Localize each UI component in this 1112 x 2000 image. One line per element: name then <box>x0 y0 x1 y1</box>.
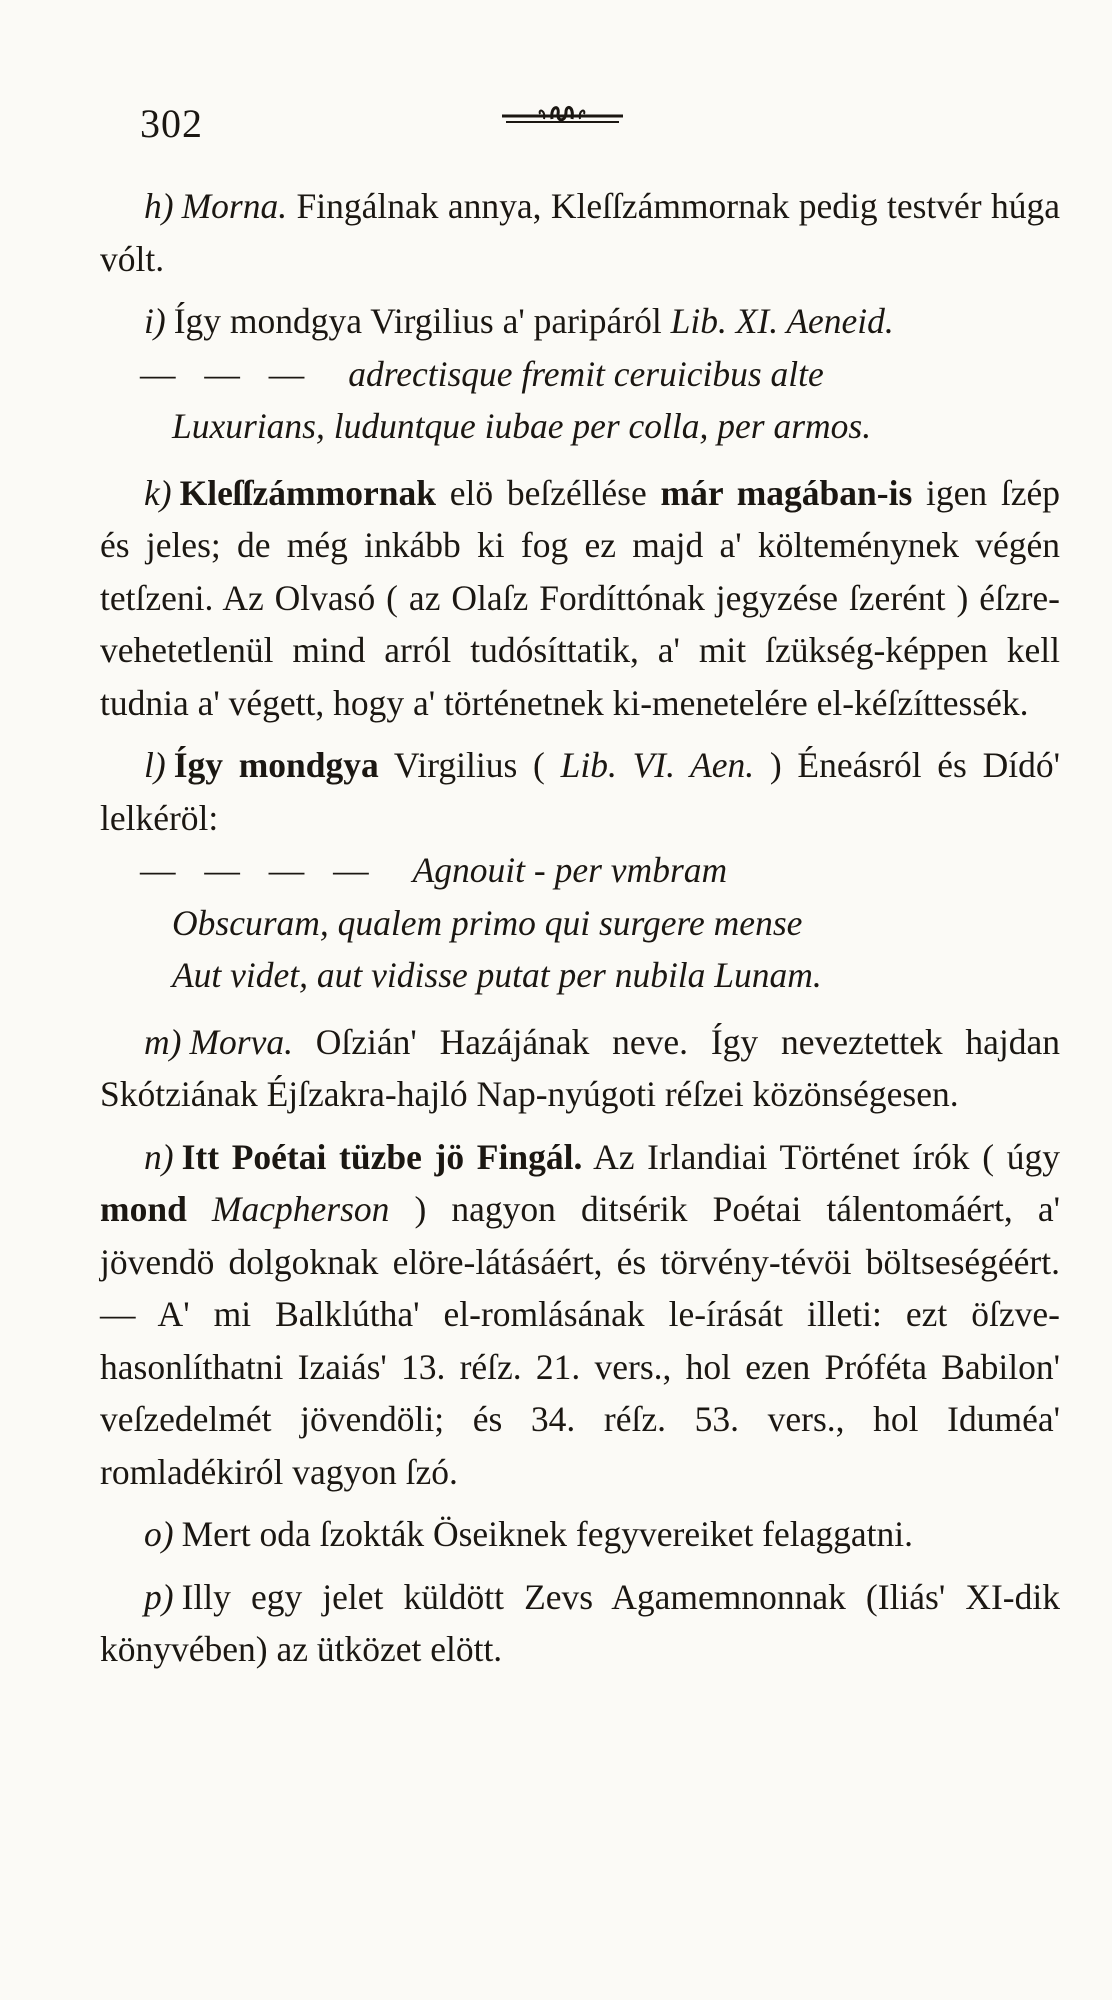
footnote-text: ) nagyon ditsérik Poétai tálentomáért, a' jövendö dolgoknak elöre-látásáért, és törvény-tévöi böltseségéért. — A' mi Balklútha' el-romlásának le-írását illeti: ezt öſzve-hasonlíthatni Izaiás' 13. réſz. 21. vers., hol ezen Próféta Babilon' veſzedelmét jövendöli; és 34. réſz. 53. vers., hol Iduméa' romladékiról vagyon ſzó. <box>100 1189 1060 1492</box>
verse-dashes: — — — <box>140 353 315 394</box>
footnote-text: ) Éneásról és Dídó' lelkéröl: <box>100 745 1060 838</box>
verse-line <box>100 400 1060 453</box>
footnote-text: Morna. <box>181 186 288 226</box>
footnote-label: i) <box>144 301 166 341</box>
footnote-text: Itt Poétai tüzbe jö Fingál. <box>181 1136 583 1177</box>
verse-text: adrectisque fremit ceruicibus alte <box>348 353 824 394</box>
footnote <box>100 1571 1060 1676</box>
footnote-text: Oſzián' Hazájának neve. Így neveztettek hajdan Skótziának Éjſzakra-hajló Nap-nyúgoti réſzei közönségesen. <box>100 1021 1060 1114</box>
footnote <box>100 1131 1060 1499</box>
footnote-label: l) <box>144 745 166 785</box>
verse-text: Obscuram, qualem primo qui surgere mense <box>172 902 803 943</box>
footnote-text: Illy egy jelet küldött Zevs Agamemnonnak (Iliás' XI-dik könyvében) az ütközet elött. <box>100 1576 1060 1669</box>
verse-line <box>100 949 1060 1002</box>
footnote-text: Az Irlandiai Történet írók ( úgy <box>582 1136 1061 1177</box>
footnote-text: mond <box>100 1189 187 1229</box>
footnote <box>100 467 1060 730</box>
verse-line <box>100 897 1060 950</box>
footnote <box>100 739 1060 844</box>
footnote-text: Mert oda ſzokták Öseiknek fegyvereiket felaggatni. <box>181 1514 913 1554</box>
footnote-text <box>187 1189 212 1229</box>
footnote-text: Kleſſzámmornak <box>179 472 436 513</box>
footnote-text: Így mondgya <box>173 745 379 785</box>
footnote-label: n) <box>144 1136 174 1177</box>
verse-text: Agnouit - per vmbram <box>412 850 728 890</box>
footnote <box>100 295 1060 348</box>
footnote <box>100 180 1060 285</box>
verse-text: Luxurians, luduntque iubae per colla, per armos. <box>172 406 872 446</box>
footnote-label: k) <box>144 472 172 513</box>
footnote-label: h) <box>144 186 174 226</box>
verse-text: Aut videt, aut vidisse putat per nubila Lunam. <box>172 955 822 995</box>
footnote-text: már magában-is <box>660 472 913 513</box>
footnote-text: Morva. <box>189 1021 293 1062</box>
footnote-label: o) <box>144 1514 174 1554</box>
footnotes <box>100 180 1060 1676</box>
footnote-text: Lib. XI. Aeneid. <box>670 301 894 341</box>
footnote-text: Virgilius ( <box>378 745 561 785</box>
footnote <box>100 1016 1060 1121</box>
verse-dashes: — — — — <box>140 850 379 890</box>
footnote-text: Macpherson <box>211 1189 390 1229</box>
footnote-text: Lib. VI. Aen. <box>560 745 755 785</box>
footnote-label: p) <box>144 1576 174 1617</box>
footnote-label: m) <box>144 1021 182 1062</box>
footnote <box>100 1508 1060 1561</box>
footnote-text: Fingálnak annya, Kleſſzámmornak pedig testvér húga vólt. <box>100 186 1060 279</box>
page-number: 302 <box>140 101 203 146</box>
verse-line <box>100 348 1060 401</box>
typographic-ornament-icon <box>500 100 625 136</box>
footnote-text: Így mondgya Virgilius a' paripáról <box>173 301 671 341</box>
footnote-text: igen ſzép és jeles; de még inkább ki fog ez majd a' költeménynek végén tetſzeni. Az Olvasó ( az Olaſz Fordíttónak jegyzése ſzerént ) éſzre-vehetetlenül mind arról tudósíttatik, a' mit ſzükség-képpen kell tudnia a' végett, hogy a' történetnek ki-menetelére el-kéſzíttessék. <box>100 472 1061 723</box>
verse-line <box>100 844 1060 897</box>
footnote-text: elö beſzéllése <box>435 472 661 513</box>
